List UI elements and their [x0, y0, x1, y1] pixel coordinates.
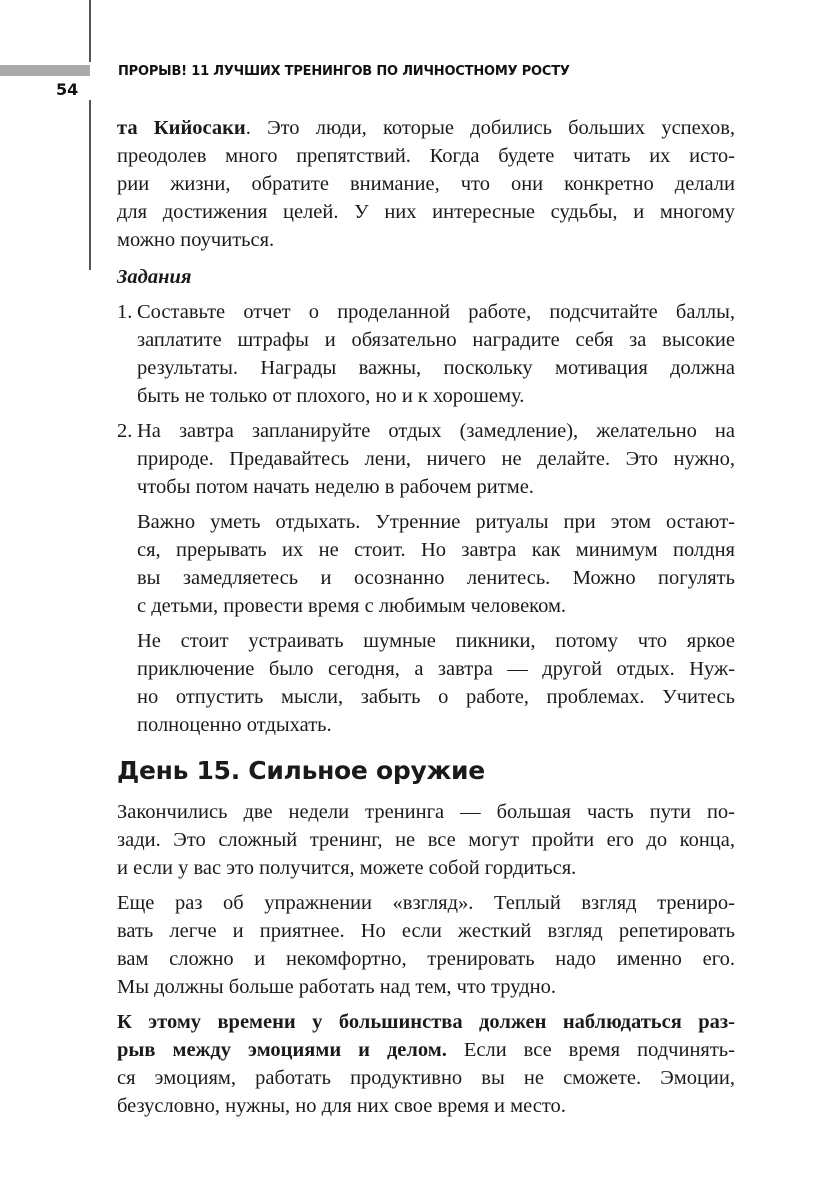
line-text: ся эмоциям, работать продуктивно вы не сможете. Эмоции, — [117, 1067, 735, 1089]
text-line — [137, 445, 735, 473]
text-line — [137, 627, 735, 655]
text-line — [117, 854, 735, 882]
paragraph — [117, 114, 735, 254]
line-text: Если все время подчинять- — [446, 1039, 735, 1061]
line-text: Не стоит устраивать шумные пикники, потому что яркое — [137, 630, 735, 652]
line-text: результаты. Награды важны, поскольку мотивация должна — [137, 357, 735, 379]
line-text: преодолев много препятствий. Когда будете читать их исто- — [117, 145, 735, 167]
line-text: вать легче и приятнее. Но если жесткий взгляд репетировать — [117, 920, 735, 942]
line-text: Еще раз об упражнении «взгляд». Теплый взгляд трениро- — [117, 892, 735, 914]
list-number: 2. — [117, 420, 133, 442]
text-line — [137, 536, 735, 564]
text-line — [137, 655, 735, 683]
text-line — [137, 564, 735, 592]
list-item — [117, 417, 735, 501]
margin-rule-top — [89, 0, 91, 62]
line-text: полноценно отдыхать. — [137, 714, 332, 736]
line-text: безусловно, нужны, но для них свое время и место. — [117, 1095, 566, 1117]
text-line — [137, 354, 735, 382]
text-line — [137, 382, 735, 410]
text-line — [137, 417, 735, 445]
text-line — [137, 592, 735, 620]
text-line — [117, 170, 735, 198]
line-text: с детьми, провести время с любимым человеком. — [137, 595, 567, 617]
text-line — [117, 798, 735, 826]
text-line — [137, 298, 735, 326]
paragraph — [117, 1008, 735, 1120]
line-text: Мы должны больше работать над тем, что трудно. — [117, 976, 556, 998]
text-line — [117, 917, 735, 945]
line-text: Закончились две недели тренинга — большая часть пути по- — [117, 801, 735, 823]
margin-rule-bottom — [89, 100, 91, 270]
bold-text: рыв между эмоциями и делом. — [117, 1039, 447, 1061]
text-line — [117, 826, 735, 854]
line-text: для достижения целей. У них интересные судьбы, и многому — [117, 201, 735, 223]
line-text: Составьте отчет о проделанной работе, подсчитайте баллы, — [137, 301, 735, 323]
line-text: природе. Предавайтесь лени, ничего не делайте. Это нужно, — [137, 448, 735, 470]
text-line — [117, 142, 735, 170]
text-line — [117, 114, 735, 142]
bold-text: К этому времени у большинства должен наблюдаться раз- — [117, 1011, 735, 1033]
line-text: и если у вас это получится, можете собой гордиться. — [117, 857, 577, 879]
text-line — [137, 711, 735, 739]
bold-text: та Кийосаки — [117, 117, 246, 139]
paragraph — [117, 798, 735, 882]
text-line — [117, 973, 735, 1001]
line-text: но отпустить мысли, забыть о работе, проблемах. Учитесь — [137, 686, 735, 708]
page-number: 54 — [56, 80, 79, 99]
line-text: зади. Это сложный тренинг, не все могут пройти его до конца, — [117, 829, 735, 851]
text-line — [117, 1092, 735, 1120]
paragraph — [117, 508, 735, 620]
text-line — [137, 683, 735, 711]
list-item — [117, 298, 735, 410]
text-line — [117, 226, 735, 254]
text-line — [117, 1036, 735, 1064]
text-line — [137, 508, 735, 536]
line-text: заплатите штрафы и обязательно наградите себя за высокие — [137, 329, 735, 351]
text-line — [117, 198, 735, 226]
tasks-heading: Задания — [117, 266, 192, 288]
text-line — [117, 889, 735, 917]
line-text: На завтра запланируйте отдых (замедление), желательно на — [137, 420, 735, 442]
line-text: ся, прерывать их не стоит. Но завтра как минимум полдня — [137, 539, 735, 561]
running-title: ПРОРЫВ! 11 ЛУЧШИХ ТРЕНИНГОВ ПО ЛИЧНОСТНОМУ РОСТУ — [118, 64, 570, 79]
text-line — [137, 326, 735, 354]
page-body — [117, 114, 735, 1120]
text-line — [117, 945, 735, 973]
text-line — [117, 1064, 735, 1092]
paragraph — [117, 889, 735, 1001]
line-text: вы замедляетесь и осознанно ленитесь. Можно погулять — [137, 567, 735, 589]
line-text: приключение было сегодня, а завтра — другой отдых. Нуж- — [137, 658, 735, 680]
paragraph — [117, 627, 735, 739]
line-text: Важно уметь отдыхать. Утренние ритуалы при этом остают- — [137, 511, 735, 533]
line-text: рии жизни, обратите внимание, что они конкретно делали — [117, 173, 735, 195]
text-line — [137, 473, 735, 501]
line-text: можно поучиться. — [117, 229, 275, 251]
list-number: 1. — [117, 301, 133, 323]
header-bar — [0, 65, 90, 76]
line-text: . Это люди, которые добились больших успехов, — [245, 117, 736, 139]
line-text: быть не только от плохого, но и к хорошему. — [137, 385, 525, 407]
line-text: чтобы потом начать неделю в рабочем ритме. — [137, 476, 534, 498]
section-heading: День 15. Сильное оружие — [117, 756, 485, 785]
text-line — [117, 1008, 735, 1036]
line-text: вам сложно и некомфортно, тренировать надо именно его. — [117, 948, 735, 970]
